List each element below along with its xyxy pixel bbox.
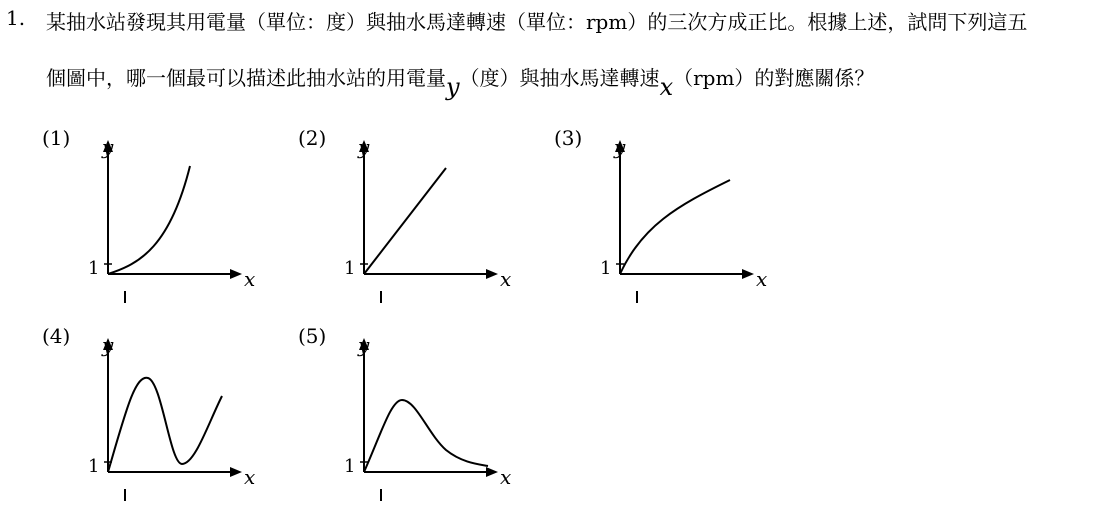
question-text-part-c: （rpm）的對應關係？ — [673, 66, 875, 90]
y-axis-label: y — [102, 136, 114, 159]
option-5-graph — [336, 334, 536, 504]
x-axis-label: x — [244, 465, 256, 489]
question-text-part-a: 個圖中，哪一個最可以描述此抽水站的用電量 — [46, 66, 446, 90]
x-axis-arrow — [486, 467, 498, 477]
x-axis-arrow — [486, 269, 498, 279]
x-axis-label: x — [244, 267, 256, 291]
curve-1 — [108, 166, 190, 274]
x-axis-label: x — [500, 267, 512, 291]
question-text-part-b: （度）與抽水馬達轉速 — [459, 66, 660, 90]
x-axis-label: x — [756, 267, 768, 291]
question-text-line2 — [46, 62, 875, 101]
option-4-graph — [80, 334, 280, 504]
option-3-graph — [592, 136, 792, 306]
curve-3 — [620, 180, 730, 274]
x-axis-arrow — [742, 269, 754, 279]
option-4-label: (4) — [42, 324, 71, 348]
y-axis-label: y — [102, 334, 114, 357]
option-1-graph — [80, 136, 280, 306]
curve-4 — [108, 378, 222, 472]
curve-5 — [364, 400, 488, 472]
option-3-label: (3) — [554, 126, 583, 150]
tick-one-label: 1 — [88, 258, 100, 279]
x-axis-label: x — [500, 465, 512, 489]
variable-y: y — [446, 73, 460, 101]
tick-one-label: 1 — [88, 456, 100, 477]
tick-one-label: 1 — [600, 258, 612, 279]
y-axis-label: y — [614, 136, 626, 159]
y-axis-label: y — [358, 136, 370, 159]
question-number: 1. — [6, 6, 26, 30]
option-2-graph — [336, 136, 536, 306]
tick-one-label: 1 — [344, 456, 356, 477]
curve-2 — [364, 168, 446, 274]
question-text-line1: 某抽水站發現其用電量（單位：度）與抽水馬達轉速（單位：rpm）的三次方成正比。根據上述，試問下列這五 — [46, 10, 1028, 34]
tick-one-label: 1 — [344, 258, 356, 279]
y-axis-label: y — [358, 334, 370, 357]
option-1-label: (1) — [42, 126, 71, 150]
option-5-label: (5) — [298, 324, 327, 348]
x-axis-arrow — [230, 467, 242, 477]
option-2-label: (2) — [298, 126, 327, 150]
variable-x: x — [659, 73, 674, 101]
x-axis-arrow — [230, 269, 242, 279]
